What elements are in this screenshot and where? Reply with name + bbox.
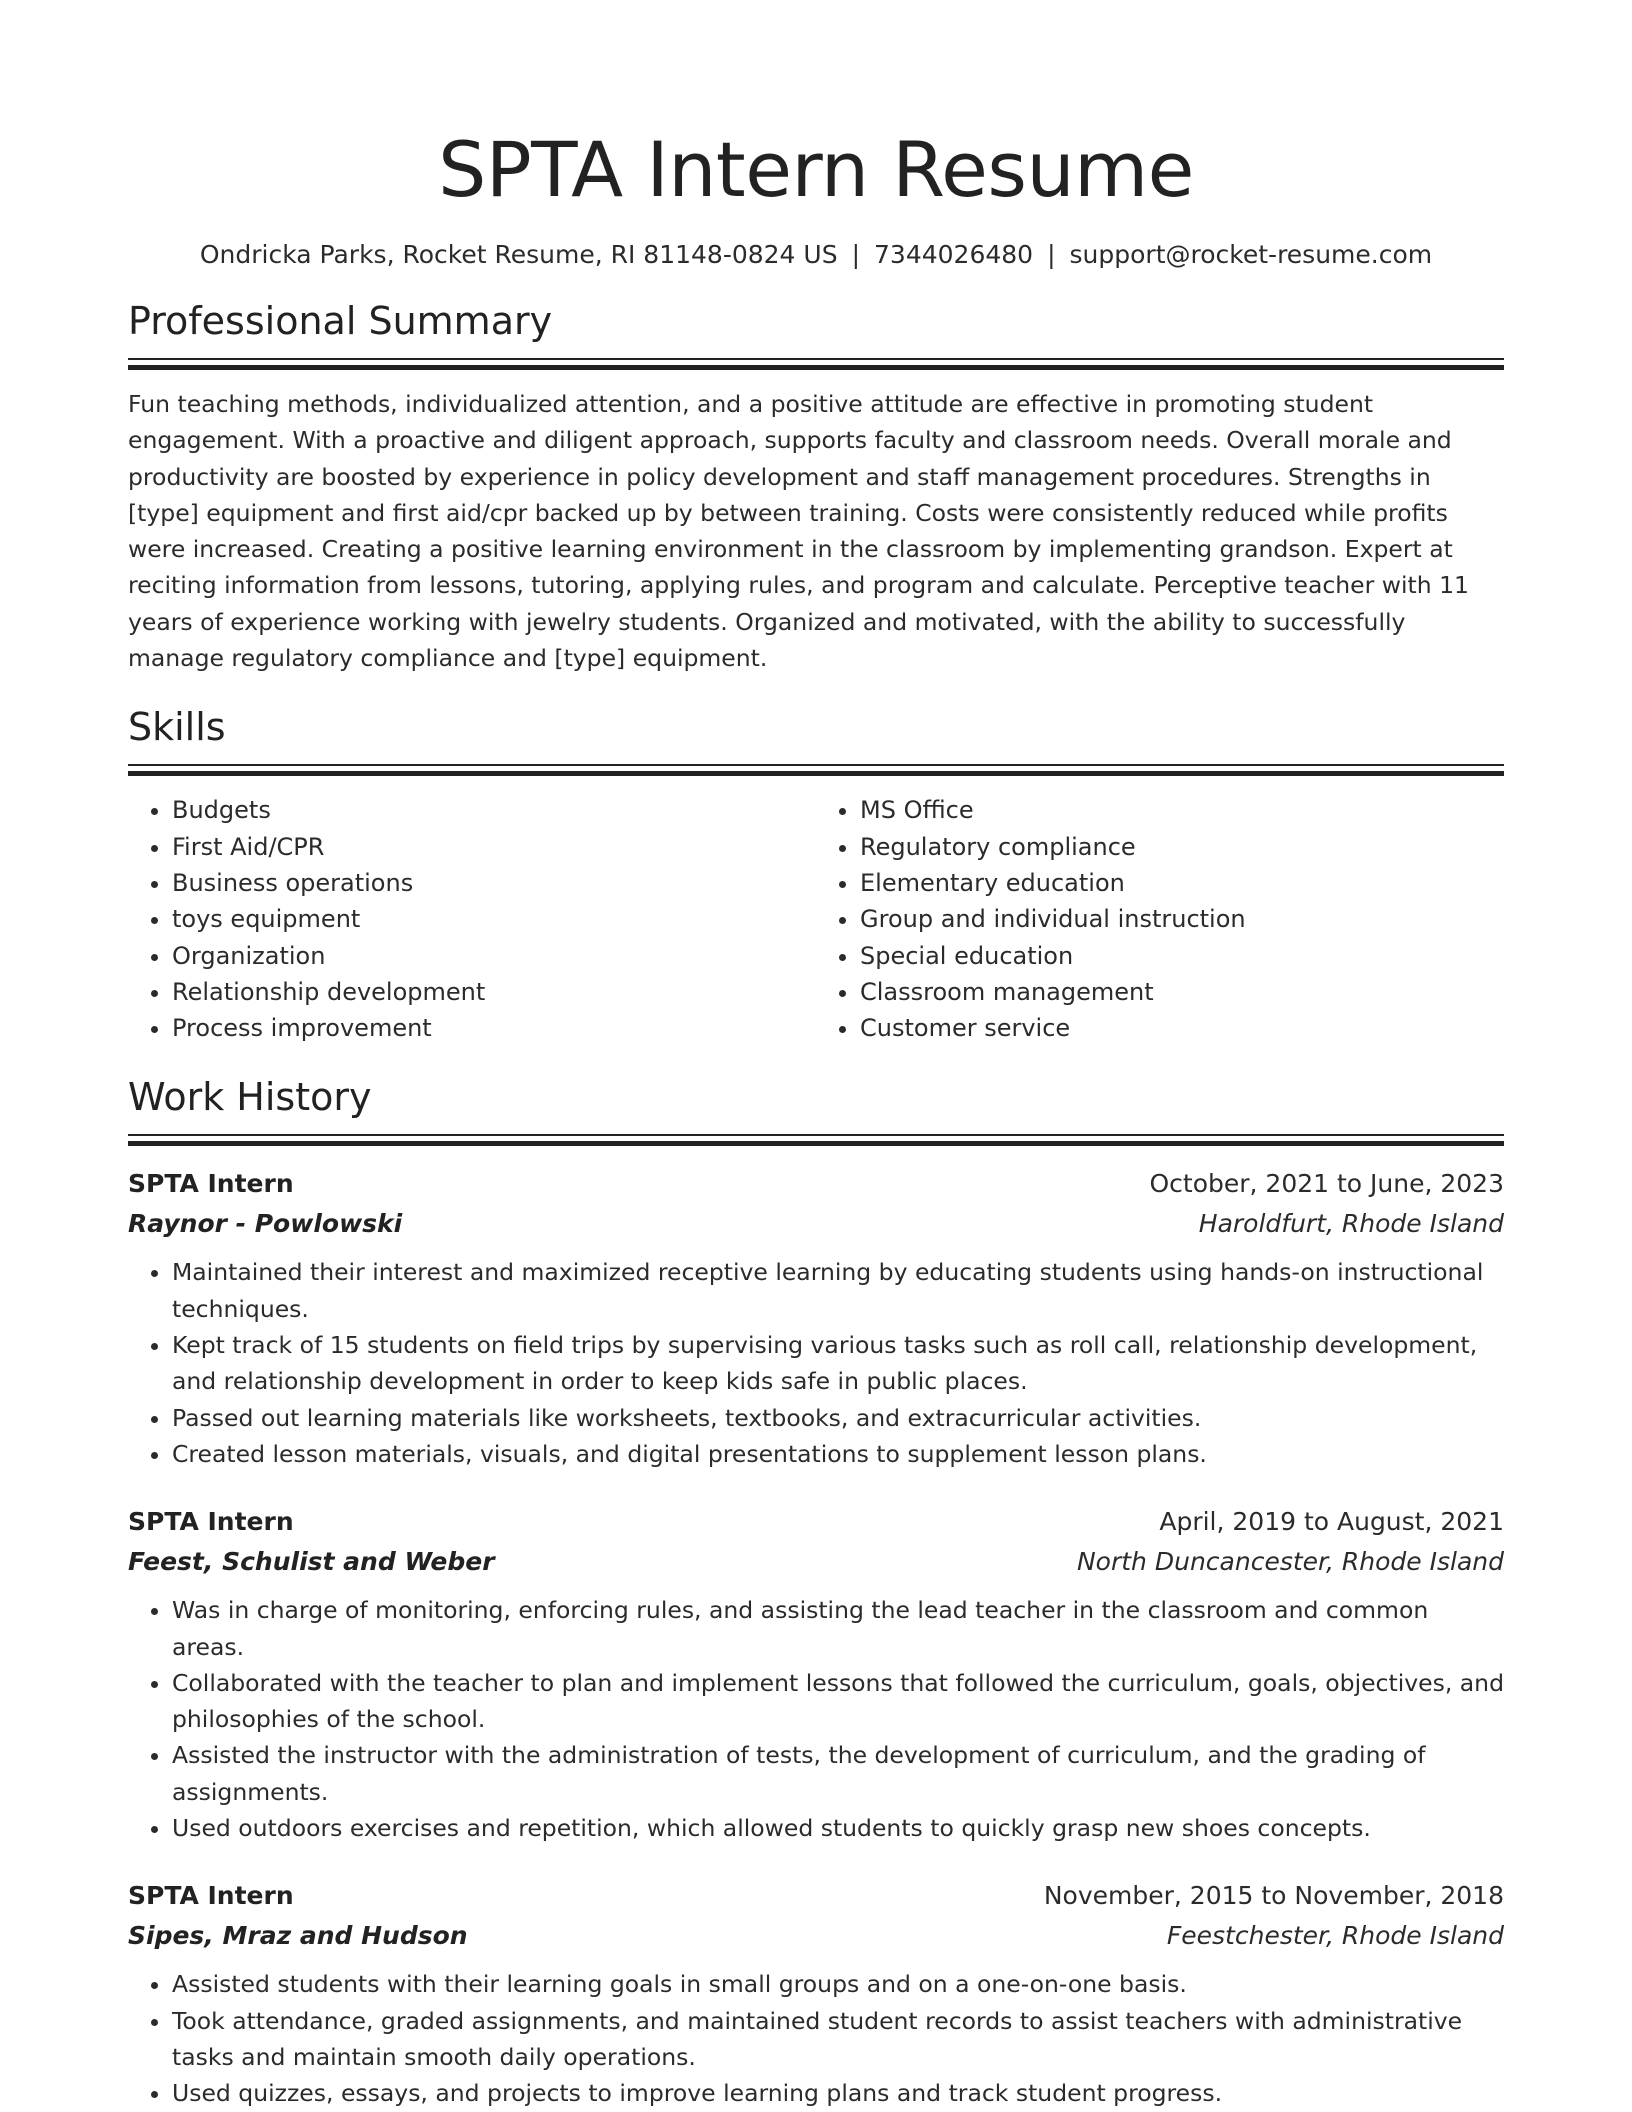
job-bullet: • Used outdoors exercises and repetition, which allowed students to quickly grasp new shoes concepts.	[172, 1810, 1504, 1846]
skill-item: • First Aid/CPR	[172, 829, 816, 865]
resume-title: SPTA Intern Resume	[438, 125, 1194, 214]
skills-columns	[128, 792, 1504, 1046]
job-title: SPTA Intern	[128, 1881, 294, 1911]
job-entry	[128, 1164, 1504, 1472]
job-bullets	[128, 1592, 1504, 1846]
skill-item: • Organization	[172, 938, 816, 974]
work-heading: Work History	[128, 1075, 372, 1120]
summary-section	[128, 296, 1504, 676]
job-bullets	[128, 1966, 1504, 2111]
skill-item: • Group and individual instruction	[860, 901, 1504, 937]
job-bullet: • Assisted the instructor with the administration of tests, the development of curriculum, and the grading of assignments.	[172, 1737, 1504, 1810]
job-location: North Duncancester, Rhode Island	[1076, 1547, 1504, 1577]
job-company: Feest, Schulist and Weber	[128, 1547, 495, 1577]
skill-item: • Special education	[860, 938, 1504, 974]
skill-item: • Regulatory compliance	[860, 829, 1504, 865]
section-divider	[128, 1134, 1504, 1148]
skill-item: • Process improvement	[172, 1010, 816, 1046]
job-dates: April, 2019 to August, 2021	[1159, 1507, 1504, 1537]
job-dates: November, 2015 to November, 2018	[1043, 1881, 1504, 1911]
job-bullet: • Took attendance, graded assignments, and maintained student records to assist teachers with administrative tasks and maintain smooth daily operations.	[172, 2003, 1504, 2076]
contact-line	[128, 238, 1504, 272]
job-bullet: • Kept track of 15 students on field trips by supervising various tasks such as roll call, relationship development, and relationship development in order to keep kids safe in public places.	[172, 1327, 1504, 1400]
summary-heading: Professional Summary	[128, 299, 553, 343]
skills-section	[128, 702, 1504, 1046]
job-entry	[128, 1502, 1504, 1846]
contact-separator: |	[851, 240, 861, 269]
job-location: Feestchester, Rhode Island	[1166, 1921, 1504, 1951]
work-section	[128, 1072, 1504, 2111]
job-bullet: • Created lesson materials, visuals, and digital presentations to supplement lesson plans.	[172, 1436, 1504, 1472]
skill-item: • Business operations	[172, 865, 816, 901]
job-location: Haroldfurt, Rhode Island	[1198, 1209, 1504, 1239]
job-bullets	[128, 1254, 1504, 1472]
contact-separator: |	[1047, 240, 1056, 269]
job-company: Sipes, Mraz and Hudson	[128, 1921, 468, 1951]
section-divider	[128, 764, 1504, 778]
job-entry	[128, 1876, 1504, 2111]
job-bullet: • Passed out learning materials like worksheets, textbooks, and extracurricular activities.	[172, 1400, 1504, 1436]
skill-item: • Elementary education	[860, 865, 1504, 901]
job-bullet: • Collaborated with the teacher to plan and implement lessons that followed the curriculum, goals, objectives, and philosophies of the school.	[172, 1665, 1504, 1738]
job-bullet: • Assisted students with their learning goals in small groups and on a one-on-one basis.	[172, 1966, 1504, 2002]
skill-item: • Classroom management	[860, 974, 1504, 1010]
skills-left-list	[128, 792, 816, 1046]
skill-item: • toys equipment	[172, 901, 816, 937]
skill-item: • MS Office	[860, 792, 1504, 828]
job-bullet: • Used quizzes, essays, and projects to improve learning plans and track student progress.	[172, 2075, 1504, 2111]
contact-phone: 7344026480	[874, 240, 1034, 269]
skills-right-list	[816, 792, 1504, 1046]
skills-heading: Skills	[128, 705, 226, 750]
job-company: Raynor - Powlowski	[128, 1209, 403, 1239]
job-bullet: • Was in charge of monitoring, enforcing rules, and assisting the lead teacher in the classroom and common areas.	[172, 1592, 1504, 1665]
skill-item: • Budgets	[172, 792, 816, 828]
summary-text: Fun teaching methods, individualized attention, and a positive attitude are effective in promoting student engagement. With a proactive and diligent approach, supports faculty and classroom needs. Overall morale and productivity are boosted by experience in policy development and staff management procedures. Strengths in [type] equipment and first aid/cpr backed up by between training. Costs were consistently reduced while profits were increased. Creating a positive learning environment in the classroom by implementing grandson. Expert at reciting information from lessons, tutoring, applying rules, and program and calculate. Perceptive teacher with 11 years of experience working with jewelry students. Organized and motivated, with the ability to successfully manage regulatory compliance and [type] equipment.	[128, 390, 1469, 673]
skill-item: • Customer service	[860, 1010, 1504, 1046]
contact-address: Ondricka Parks, Rocket Resume, RI 81148-0824 US	[199, 240, 838, 269]
job-bullet: • Maintained their interest and maximized receptive learning by educating students using hands-on instructional techniques.	[172, 1254, 1504, 1327]
contact-email: support@rocket-resume.com	[1069, 240, 1433, 269]
job-title: SPTA Intern	[128, 1169, 294, 1199]
job-title: SPTA Intern	[128, 1507, 294, 1537]
skill-item: • Relationship development	[172, 974, 816, 1010]
job-dates: October, 2021 to June, 2023	[1149, 1169, 1504, 1199]
resume-page	[128, 0, 1504, 2112]
section-divider	[128, 358, 1504, 372]
